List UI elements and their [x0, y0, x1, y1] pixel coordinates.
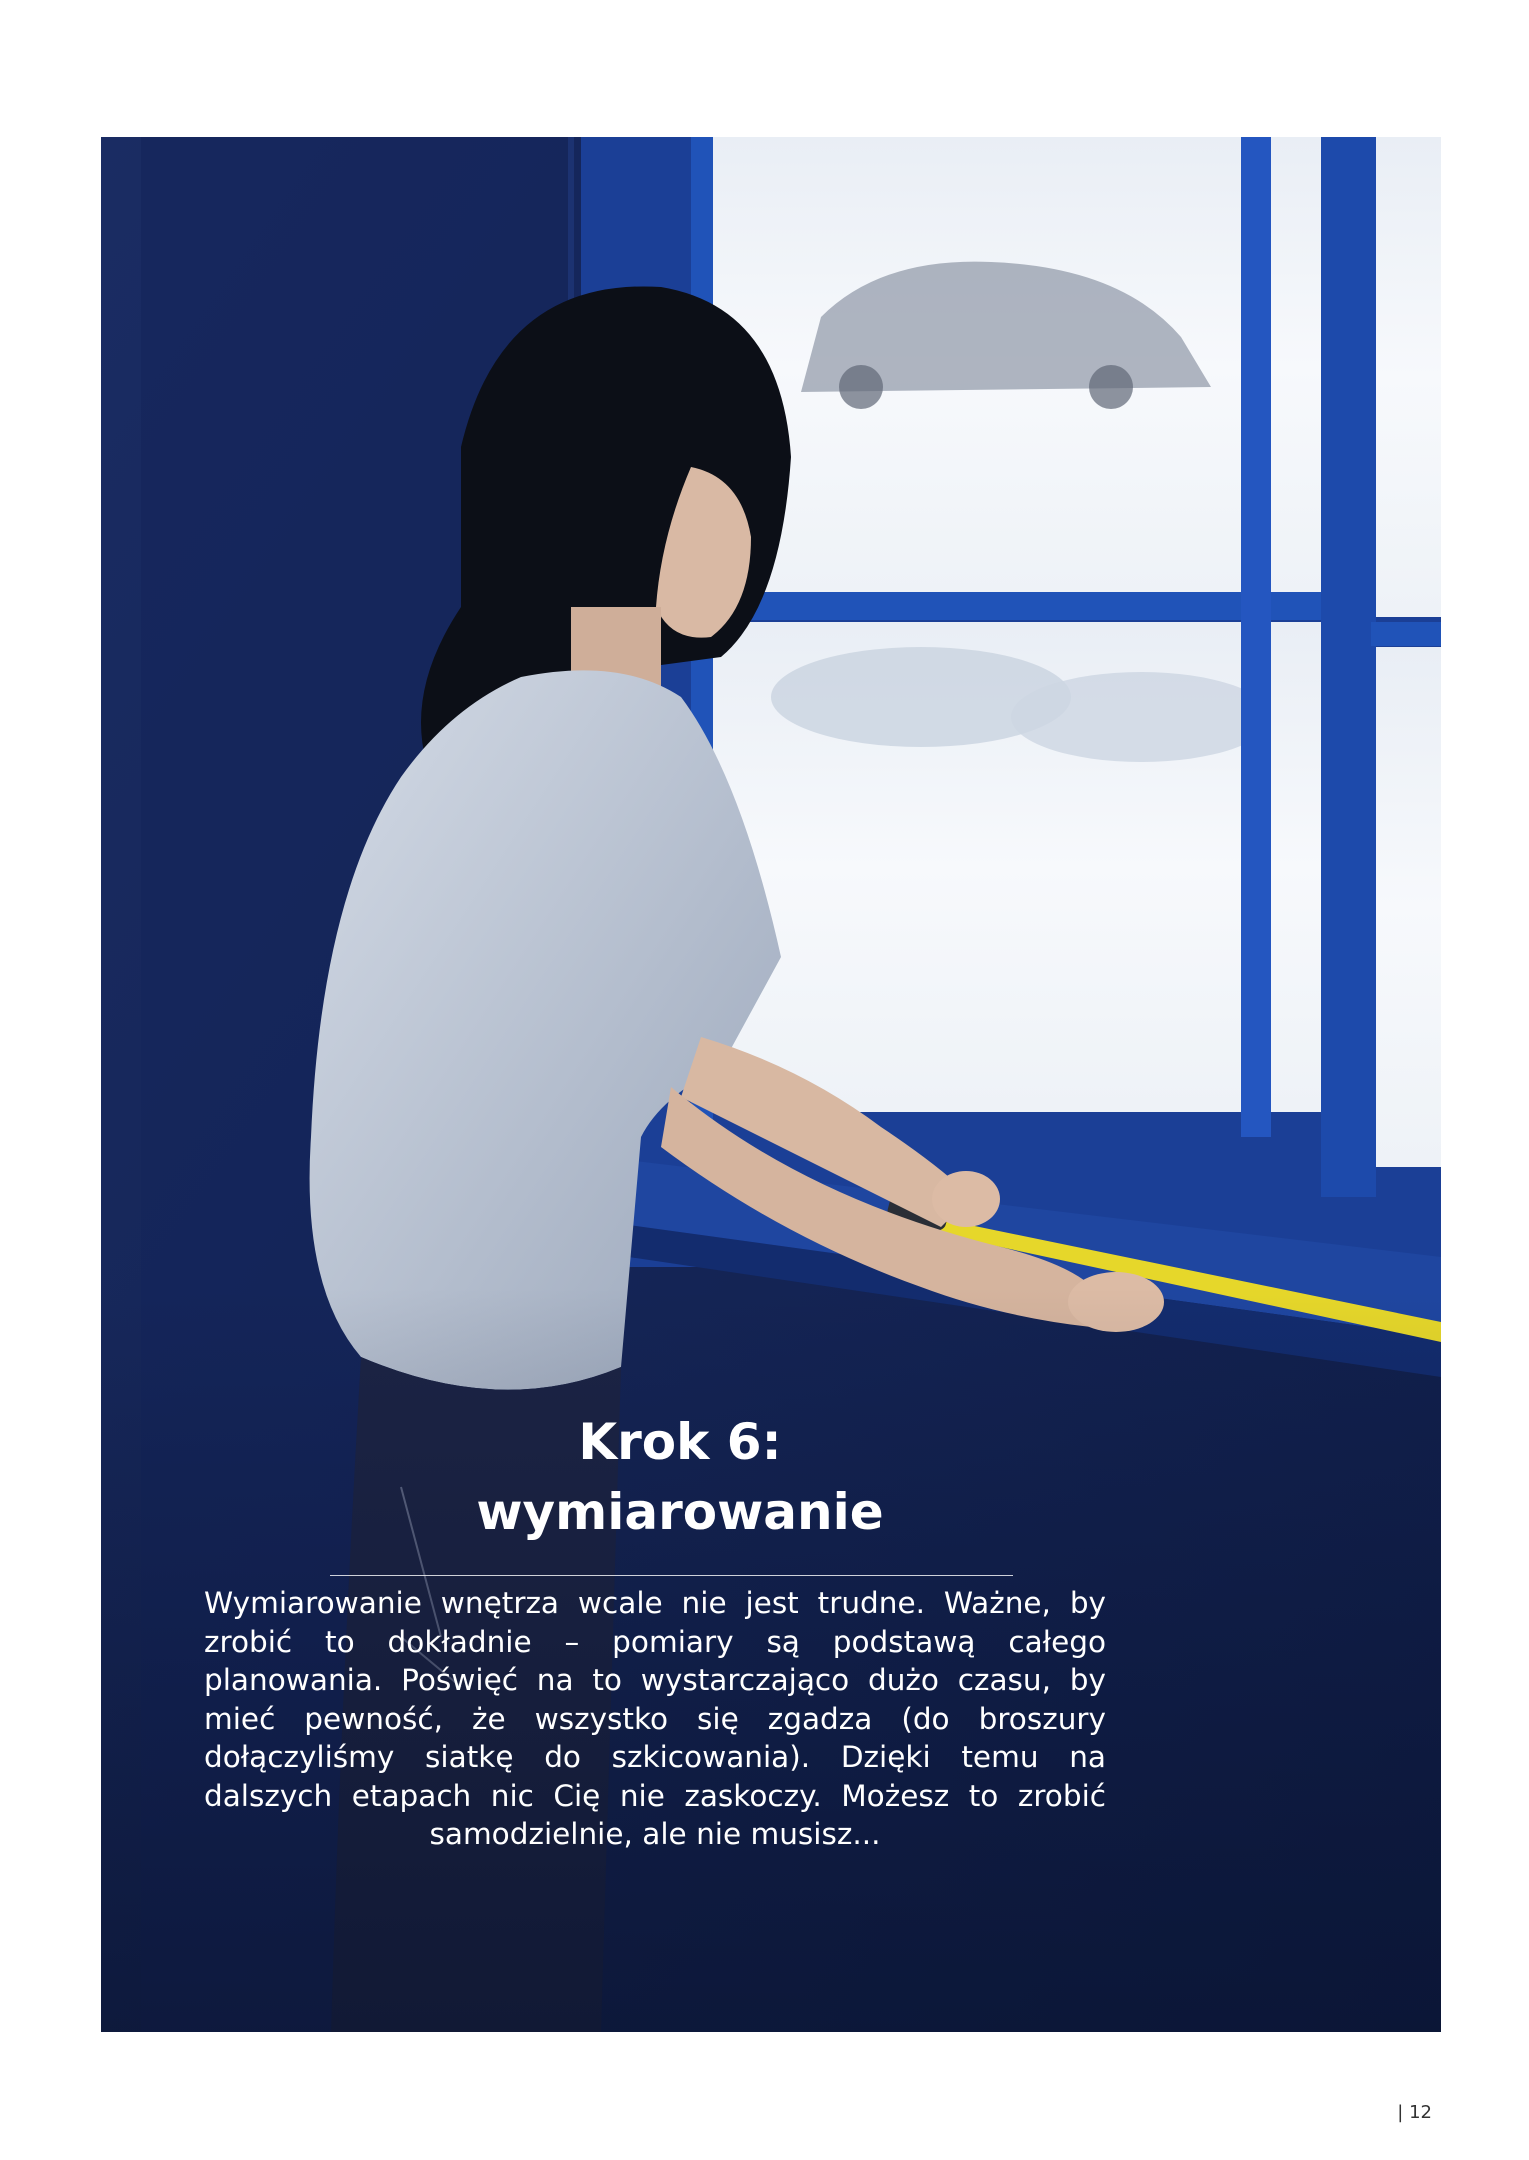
article-body: Wymiarowanie wnętrza wcale nie jest trudne. Ważne, by zrobić to dokładnie – pomiary są podstawą całego planowania. Poświęć na to wystarczająco dużo czasu, by mieć pewność, że wszystko się zgadza (do broszury dołączyliśmy siatkę do szkicowania). Dzięki temu na dalszych etapach nic Cię nie zaskoczy. Możesz to zrobić samodzielnie, ale nie musisz...: [204, 1586, 1106, 1851]
title-line-1: Krok 6:: [578, 1413, 782, 1471]
title-line-2: wymiarowanie: [476, 1483, 884, 1541]
divider: [330, 1575, 1013, 1576]
page-title: [300, 1407, 1060, 1547]
page-number: | 12: [1397, 2102, 1432, 2123]
